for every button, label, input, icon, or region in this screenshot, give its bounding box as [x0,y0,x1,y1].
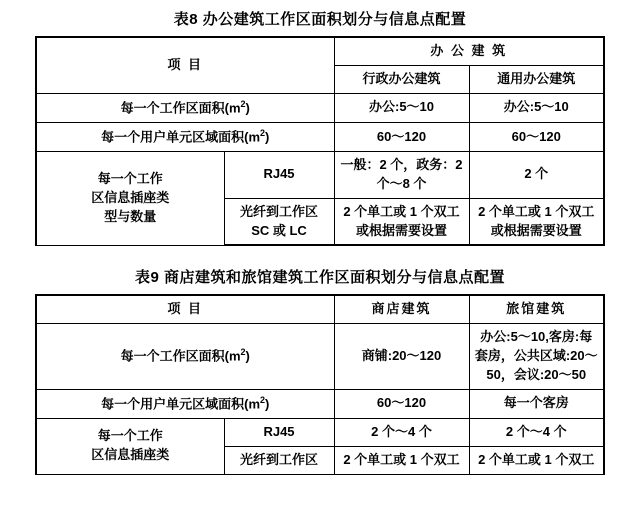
table9-row2-label [36,389,334,418]
table9-row1-col1: 商铺:20～120 [334,324,469,390]
table8-caption: 表8 办公建筑工作区面积划分与信息点配置 [173,11,467,28]
table8-row2-col2: 60～120 [469,122,604,151]
label-main: 每一个用户单元区域面积(m [101,129,261,145]
table9-caption: 表9 商店建筑和旅馆建筑工作区面积划分与信息点配置 [134,269,505,287]
table8-sub2-col2 [469,198,604,245]
table8 [35,36,605,246]
document-page [0,8,640,523]
cell-line: 2 个单工或 1 个双工 [478,451,595,467]
table8-sub1-col1 [334,152,469,199]
label-sup: 2 [240,98,246,109]
table8-sub2-type [224,198,334,245]
table9-span-label [36,418,224,474]
label-tail: ) [265,129,270,145]
label-tail: ) [245,348,250,364]
table8-header-group: 办 公 建 筑 [334,37,604,65]
table9-sub1-type: RJ45 [224,418,334,446]
label-sup: 2 [260,127,266,138]
label-main: 每一个用户单元区域面积(m [101,396,261,412]
cell-line: 2 个单工或 1 个双工 [343,451,460,467]
cell-line: 2 个单工或 1 个双工 [478,203,595,219]
table8-header-item: 项 目 [36,37,334,93]
cell-line: 套房，公共区域:20～ [474,348,598,364]
table9-header-item: 项 目 [36,295,334,323]
table-row [36,295,604,323]
span-label-line: 型与数量 [104,208,157,224]
span-label-line: 每一个工作 [97,428,163,444]
cell-line: 一般：2 个，政务：2 [340,157,463,173]
table9-sub2-col1 [334,446,469,474]
table9-row2-col1: 60～120 [334,389,469,418]
cell-line: 或根据需要设置 [355,222,447,238]
table8-row2-label [36,122,334,151]
label-main: 每一个工作区面积(m [120,100,241,116]
table-row [36,122,604,151]
table9-row1-col2 [469,324,604,390]
table9-sub1-col2: 2 个～4 个 [469,418,604,446]
span-label-line: 区信息插座类 [91,190,170,206]
table8-header-col1: 行政办公建筑 [334,65,469,93]
table9-row2-col2: 每一个客房 [469,389,604,418]
label-tail: ) [245,100,250,116]
span-label-line: 区信息插座类 [91,447,170,463]
table-row [36,389,604,418]
table9-header-col2: 旅馆建筑 [469,295,604,323]
table8-sub1-col2: 2 个 [469,152,604,199]
table8-row1-label [36,93,334,122]
cell-line: 个～8 个 [376,175,427,191]
table9-sub2-col2 [469,446,604,474]
table-row [36,37,604,65]
table9-sub2-type [224,446,334,474]
cell-line: SC 或 LC [251,222,307,238]
label-tail: ) [265,396,270,412]
table9 [35,294,605,474]
cell-line: 或根据需要设置 [490,222,582,238]
table8-header-col2: 通用办公建筑 [469,65,604,93]
cell-line: 光纤到工作区 [239,203,318,219]
table-row [36,93,604,122]
cell-line: 50，会议:20～50 [486,366,587,382]
table-row [36,418,604,446]
table9-sub1-col1: 2 个～4 个 [334,418,469,446]
table8-row1-col2: 办公:5～10 [469,93,604,122]
table8-span-label [36,152,224,246]
table-row [36,152,604,199]
table8-row1-col1: 办公:5～10 [334,93,469,122]
table9-header-col1: 商店建筑 [334,295,469,323]
cell-line: 办公:5～10,客房:每 [480,329,593,345]
table8-row2-col1: 60～120 [334,122,469,151]
table8-sub1-type: RJ45 [224,152,334,199]
cell-line: 光纤到工作区 [239,451,318,467]
span-label-line: 每一个工作 [97,171,163,187]
table-row [36,324,604,390]
cell-line: 2 个单工或 1 个双工 [343,203,460,219]
table8-sub2-col1 [334,198,469,245]
label-sup: 2 [260,394,266,405]
label-sup: 2 [240,347,246,358]
table9-row1-label [36,324,334,390]
label-main: 每一个工作区面积(m [120,348,241,364]
